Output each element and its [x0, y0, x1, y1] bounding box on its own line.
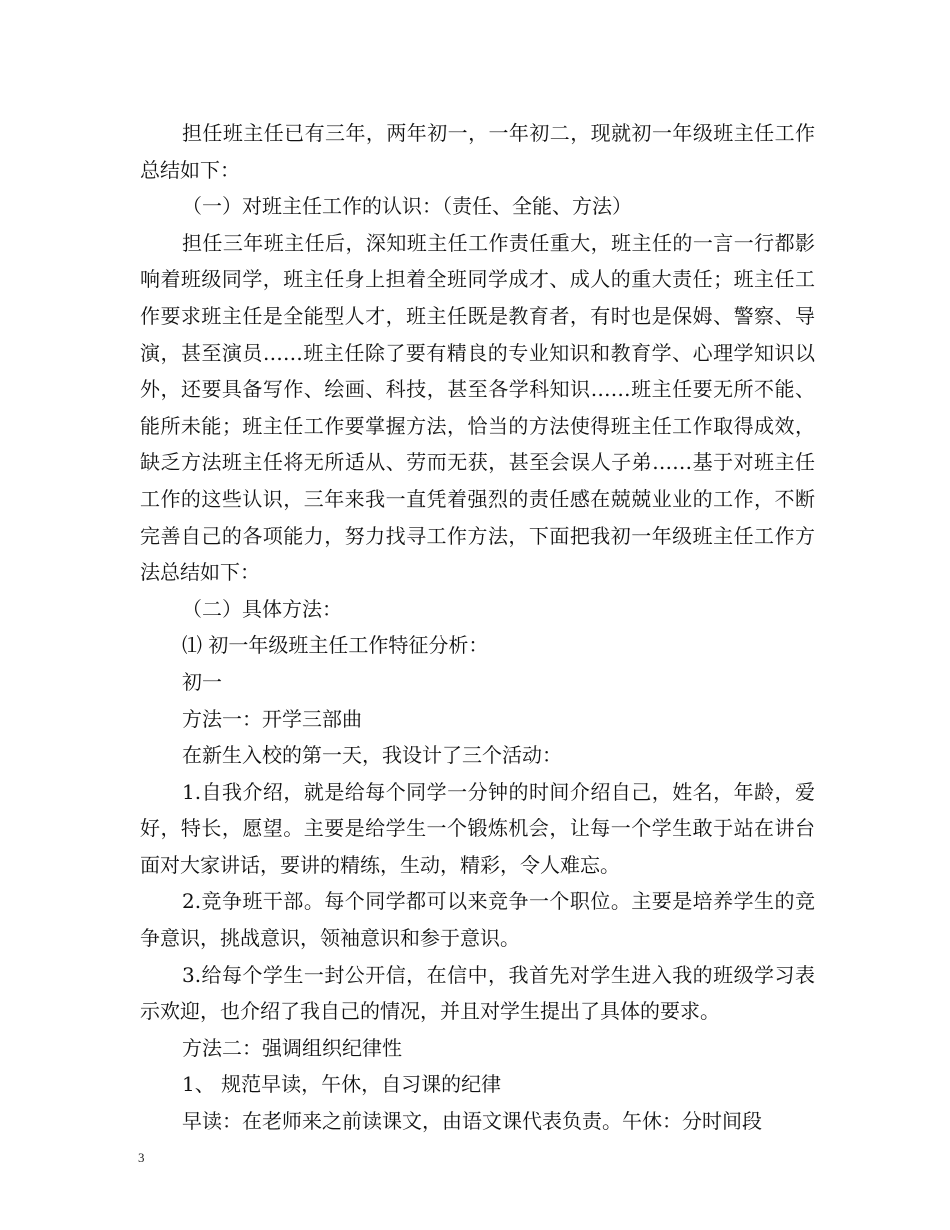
- list-item-class-leaders: 2.竞争班干部。每个同学都可以来竞争一个职位。主要是培养学生的竞争意识，挑战意识，领袖意识和参于意识。: [140, 889, 815, 951]
- paragraph-first-day: 在新生入校的第一天，我设计了三个活动：: [182, 743, 562, 768]
- section-heading-understanding: （一）对班主任工作的认识：（责任、全能、方法）: [182, 194, 632, 219]
- subheading-analysis: ⑴ 初一年级班主任工作特征分析：: [182, 633, 489, 658]
- page-number: 3: [138, 1150, 145, 1165]
- document-body: [140, 115, 815, 1140]
- method-one-heading: 方法一：开学三部曲: [182, 706, 362, 731]
- paragraph-understanding: 担任三年班主任后，深知班主任工作责任重大，班主任的一言一行都影响着班级同学，班主任身上担着全班同学成才、成人的重大责任；班主任工作要求班主任是全能型人才，班主任既是教育者，有时也是保姆、警察、导演，甚至演员……班主任除了要有精良的专业知识和教育学、心理学知识以外，还要具备写作、绘画、科技，甚至各学科知识……班主任要无所不能、能所未能；班主任工作要掌握方法，恰当的方法使得班主任工作取得成效，缺乏方法班主任将无所适从、劳而无获，甚至会误人子弟……基于对班主任工作的这些认识，三年来我一直凭着强烈的责任感在兢兢业业的工作，不断完善自己的各项能力，努力找寻工作方法，下面把我初一年级班主任工作方法总结如下：: [140, 230, 815, 585]
- paragraph-intro: 担任班主任已有三年，两年初一，一年初二，现就初一年级班主任工作总结如下：: [140, 121, 815, 182]
- paragraph-morning-reading: 早读：在老师来之前读课文，由语文课代表负责。午休：分时间段: [182, 1109, 762, 1134]
- section-heading-methods: （二）具体方法：: [182, 596, 342, 621]
- subheading-grade: 初一: [182, 669, 222, 694]
- list-item-self-intro: 1.自我介绍，就是给每个同学一分钟的时间介绍自己，姓名，年龄，爱好，特长，愿望。主要是给学生一个锻炼机会，让每一个学生敢于站在讲台面对大家讲话，要讲的精练，生动，精彩，令人难忘。: [140, 779, 815, 877]
- list-item-discipline: 1、 规范早读，午休，自习课的纪律: [182, 1072, 502, 1097]
- method-two-heading: 方法二：强调组织纪律性: [182, 1035, 402, 1060]
- list-item-open-letter: 3.给每个学生一封公开信，在信中，我首先对学生进入我的班级学习表示欢迎，也介绍了我自己的情况，并且对学生提出了具体的要求。: [140, 962, 815, 1024]
